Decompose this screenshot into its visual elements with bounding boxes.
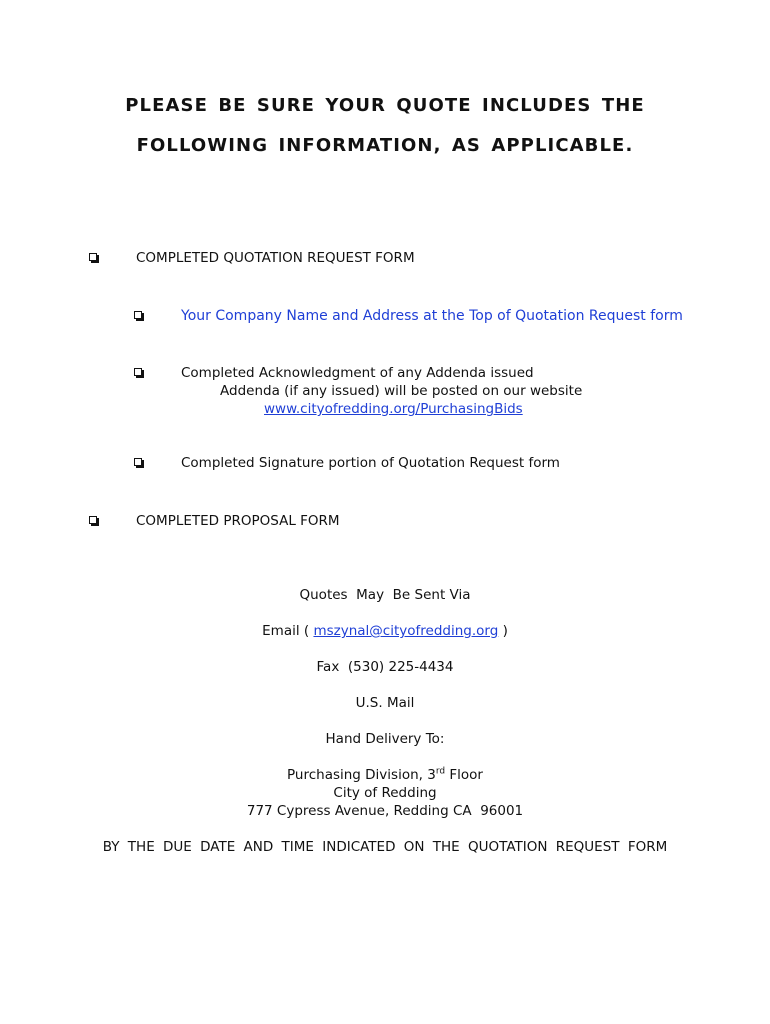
division-prefix: Purchasing Division, 3: [287, 767, 436, 783]
checklist-item-quotation-form: COMPLETED QUOTATION REQUEST FORM: [136, 250, 415, 266]
fax-line: Fax (530) 225-4434: [316, 659, 454, 675]
addenda-note: Addenda (if any issued) will be posted on our website: [220, 383, 583, 399]
checkbox-icon: [89, 253, 97, 261]
page-title-line-2: FOLLOWING INFORMATION, AS APPLICABLE.: [136, 135, 634, 156]
email-prefix: Email (: [262, 623, 314, 639]
hand-delivery-line: Hand Delivery To:: [325, 731, 445, 747]
email-suffix: ): [498, 623, 508, 639]
purchasing-bids-link[interactable]: www.cityofredding.org/PurchasingBids: [264, 401, 523, 417]
checkbox-icon: [134, 368, 142, 376]
email-link[interactable]: mszynal@cityofredding.org: [313, 623, 499, 639]
page-title-line-1: PLEASE BE SURE YOUR QUOTE INCLUDES THE: [125, 95, 645, 116]
email-line: [0, 622, 770, 640]
delivery-heading: Quotes May Be Sent Via: [299, 587, 471, 603]
city-line: City of Redding: [333, 785, 437, 801]
mail-line: U.S. Mail: [355, 695, 415, 711]
checkbox-icon: [89, 516, 97, 524]
checkbox-icon: [134, 311, 142, 319]
division-line: [0, 766, 770, 784]
checkbox-icon: [134, 458, 142, 466]
checklist-subitem-company-name: Your Company Name and Address at the Top of Quotation Request form: [181, 308, 683, 324]
division-ordinal: rd: [435, 766, 446, 777]
division-suffix: Floor: [445, 767, 483, 783]
checklist-subitem-signature: Completed Signature portion of Quotation Request form: [181, 455, 560, 471]
checklist-subitem-addenda: Completed Acknowledgment of any Addenda issued: [181, 365, 534, 381]
address-line: 777 Cypress Avenue, Redding CA 96001: [246, 803, 524, 819]
checklist-item-proposal-form: COMPLETED PROPOSAL FORM: [136, 513, 340, 529]
deadline-notice: BY THE DUE DATE AND TIME INDICATED ON THE QUOTATION REQUEST FORM: [102, 839, 668, 855]
